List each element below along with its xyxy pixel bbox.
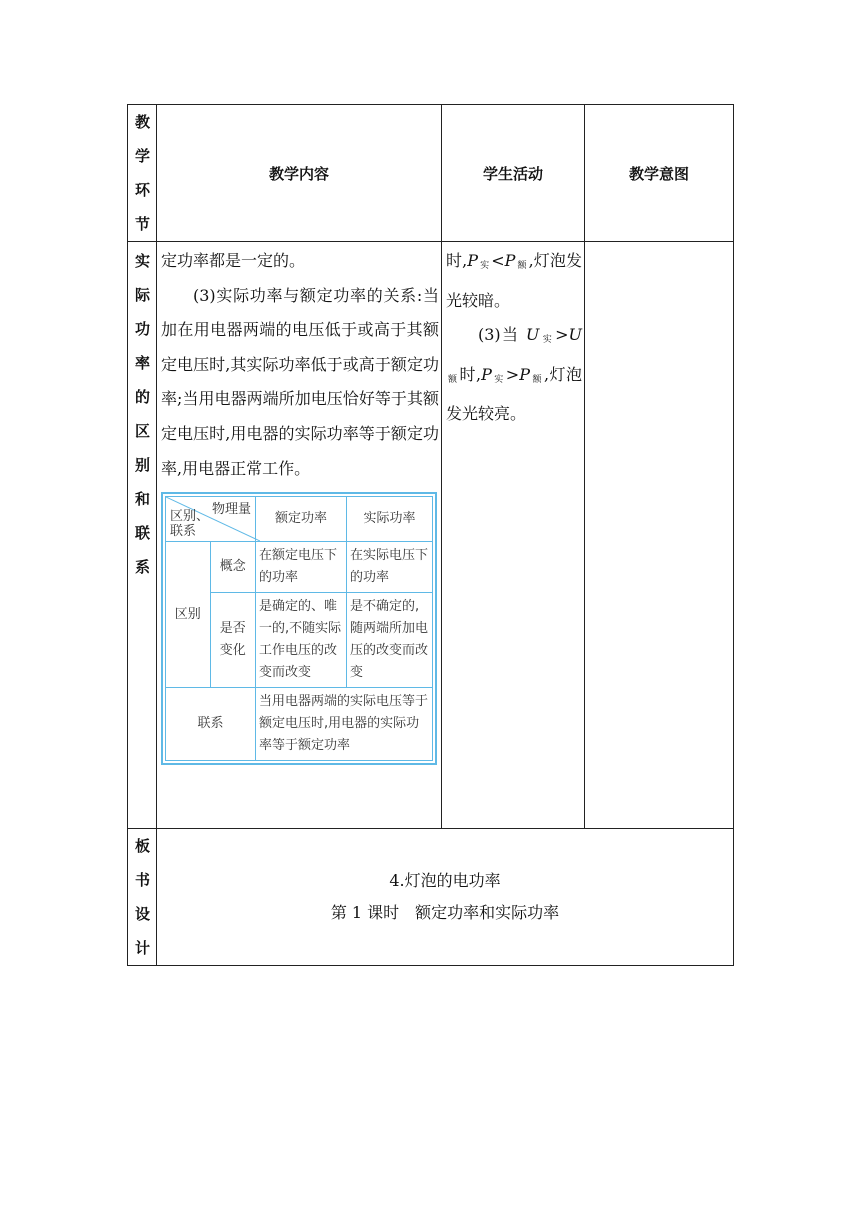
stage-char: 和 bbox=[135, 490, 151, 508]
corner-top-label: 物理量 bbox=[211, 502, 251, 518]
stage-char: 率 bbox=[135, 354, 151, 372]
text-fragment: ,灯泡发光较暗。 bbox=[446, 251, 582, 310]
stage-char: 别 bbox=[135, 456, 151, 474]
subscript: 额 bbox=[531, 374, 542, 385]
col-header-actual: 实际功率 bbox=[347, 497, 433, 542]
symbol-U: U bbox=[525, 325, 540, 345]
concept-rated-cell: 在额定电压下的功率 bbox=[256, 542, 347, 593]
row-label-concept: 概念 bbox=[210, 542, 256, 593]
content-paragraph: (3)实际功率与额定功率的关系:当加在用电器两端的电压低于或高于其额定电压时,其实际功率低于或高于额定功率;当用电器两端所加电压恰好等于其额定电压时,用电器的实际功率等于额定功率,用电器正常工作。 bbox=[161, 285, 439, 478]
section-row bbox=[128, 242, 734, 829]
stage-char: 的 bbox=[135, 388, 151, 406]
stage-header bbox=[135, 105, 149, 241]
content-line: 定功率都是一定的。 bbox=[161, 251, 306, 270]
stage-char: 设 bbox=[135, 905, 151, 923]
symbol-P: P bbox=[519, 364, 530, 384]
stage-cell bbox=[128, 242, 157, 829]
row-label-change: 是否变化 bbox=[210, 593, 256, 688]
board-title: 4.灯泡的电功率 bbox=[389, 871, 501, 890]
symbol-P: P bbox=[467, 251, 478, 270]
row-label-relation: 联系 bbox=[166, 688, 256, 761]
concept-actual-cell: 在实际电压下的功率 bbox=[347, 542, 433, 593]
board-row bbox=[128, 829, 734, 966]
text-fragment: 时, bbox=[459, 364, 482, 384]
comparison-header-row bbox=[166, 497, 433, 542]
stage-char: 功 bbox=[135, 320, 151, 338]
stage-char: 板 bbox=[135, 837, 151, 855]
lesson-plan-table bbox=[127, 104, 734, 966]
operator: > bbox=[505, 364, 520, 384]
relation-cell: 当用电器两端的实际电压等于额定电压时,用电器的实际功率等于额定功率 bbox=[256, 688, 433, 761]
symbol-P: P bbox=[504, 251, 516, 270]
text-fragment: (3)当 bbox=[478, 325, 526, 345]
stage-header-char: 环 bbox=[135, 181, 151, 199]
subscript: 额 bbox=[448, 374, 458, 385]
stage-char: 计 bbox=[135, 939, 151, 957]
relation-row bbox=[166, 688, 433, 761]
corner-bottom-label: 区别、联系 bbox=[170, 509, 210, 540]
stage-char: 联 bbox=[135, 524, 151, 542]
stage-header-char: 节 bbox=[135, 215, 151, 233]
subscript: 实 bbox=[541, 335, 554, 346]
board-design-cell bbox=[157, 829, 734, 966]
change-actual-cell: 是不确定的,随两端所加电压的改变而改变 bbox=[347, 593, 433, 688]
corner-cell bbox=[166, 497, 256, 542]
change-rated-cell: 是确定的、唯一的,不随实际工作电压的改变而改变 bbox=[256, 593, 347, 688]
student-line bbox=[446, 318, 582, 432]
stage-label bbox=[135, 244, 149, 584]
board-subtitle: 第 1 课时 额定功率和实际功率 bbox=[330, 903, 560, 922]
content-header: 教学内容 bbox=[157, 105, 442, 242]
symbol-U: U bbox=[568, 325, 582, 345]
student-line bbox=[446, 244, 582, 318]
stage-header-char: 教 bbox=[135, 113, 151, 131]
comparison-table bbox=[165, 496, 433, 761]
stage-char: 系 bbox=[135, 558, 151, 576]
group-difference: 区别 bbox=[166, 542, 211, 688]
col-header-rated: 额定功率 bbox=[256, 497, 347, 542]
symbol-P: P bbox=[481, 364, 492, 384]
subscript: 实 bbox=[493, 374, 504, 385]
subscript: 额 bbox=[517, 261, 527, 271]
stage-char: 实 bbox=[135, 252, 151, 270]
intent-header: 教学意图 bbox=[585, 105, 734, 242]
stage-header-cell bbox=[128, 105, 157, 242]
content-cell bbox=[157, 242, 442, 829]
student-header: 学生活动 bbox=[442, 105, 585, 242]
student-cell bbox=[442, 242, 585, 829]
stage-char: 书 bbox=[135, 871, 151, 889]
stage-char: 际 bbox=[135, 286, 151, 304]
student-text bbox=[442, 242, 584, 432]
board-stage-label bbox=[135, 829, 149, 965]
stage-char: 区 bbox=[135, 422, 151, 440]
board-stage-cell bbox=[128, 829, 157, 966]
concept-row bbox=[166, 542, 433, 593]
operator: > bbox=[555, 325, 569, 345]
comparison-table-frame bbox=[161, 492, 437, 765]
header-row bbox=[128, 105, 734, 242]
content-text bbox=[157, 242, 441, 486]
text-fragment: ,灯泡发光较亮。 bbox=[446, 364, 582, 424]
intent-cell bbox=[585, 242, 734, 829]
operator: < bbox=[491, 251, 505, 270]
stage-header-char: 学 bbox=[135, 147, 151, 165]
subscript: 实 bbox=[479, 261, 490, 271]
text-fragment: 时, bbox=[446, 251, 468, 270]
